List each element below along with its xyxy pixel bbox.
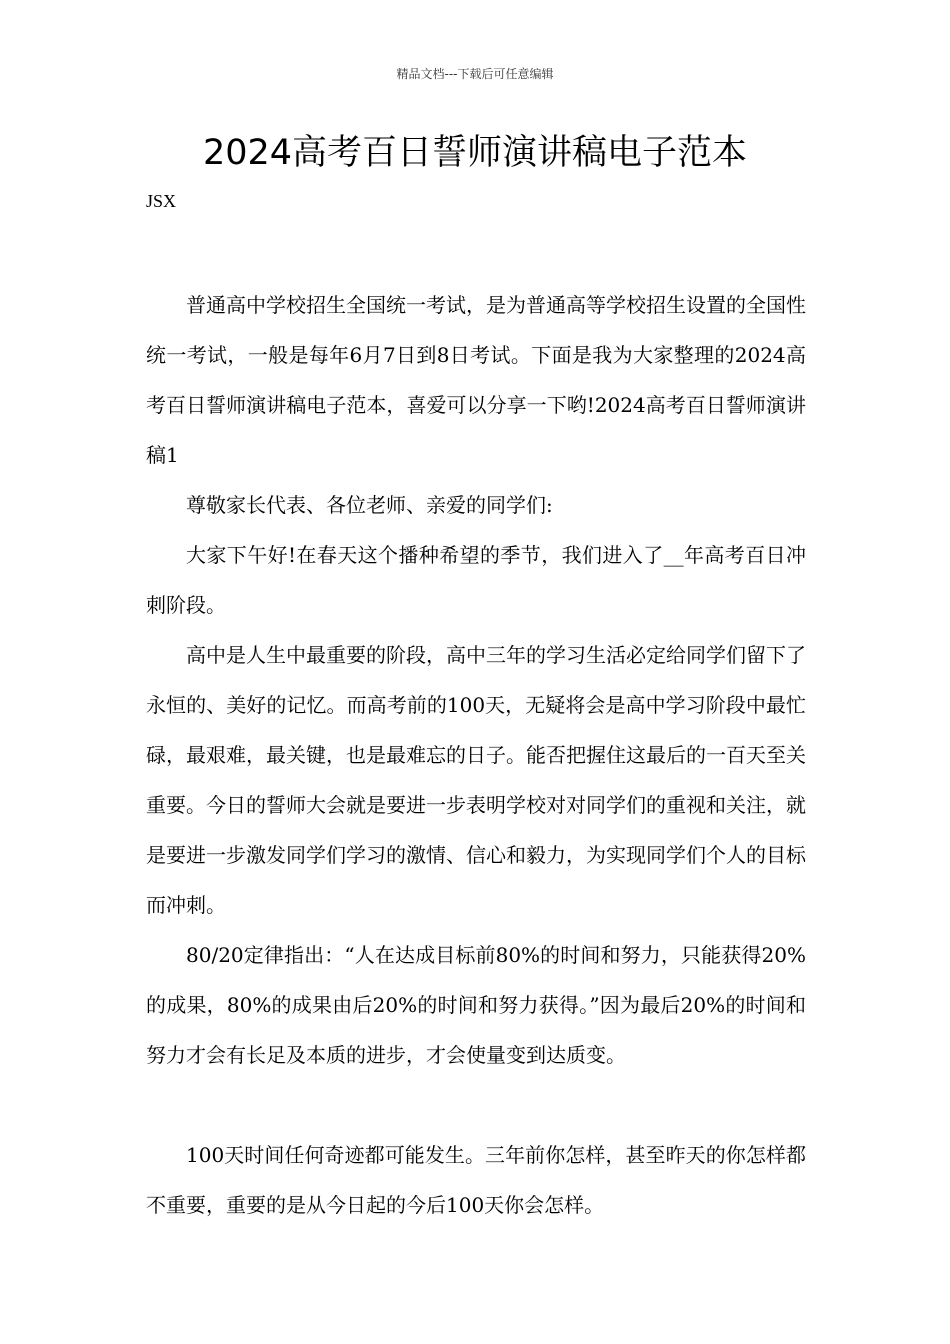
paragraph-100-days: 100天时间任何奇迹都可能发生。三年前你怎样，甚至昨天的你怎样都不重要，重要的是从今日起的今后100天你会怎样。 — [146, 1143, 806, 1217]
paragraph-greeting: 大家下午好!在春天这个播种希望的季节，我们进入了__年高考百日冲刺阶段。 — [146, 543, 806, 617]
document-title: 2024高考百日誓师演讲稿电子范本 — [202, 133, 748, 173]
paragraph-high-school: 高中是人生中最重要的阶段，高中三年的学习生活必定给同学们留下了永恒的、美好的记忆。而高考前的100天，无疑将会是高中学习阶段中最忙碌，最艰难，最关键，也是最难忘的日子。能否把握住这最后的一百天至关重要。今日的誓师大会就是要进一步表明学校对对同学们的重视和关注，就是要进一步激发同学们学习的激情、信心和毅力，为实现同学们个人的目标而冲刺。 — [146, 643, 806, 917]
paragraph-intro: 普通高中学校招生全国统一考试，是为普通高等学校招生设置的全国性统一考试，一般是每年6月7日到8日考试。下面是我为大家整理的2024高考百日誓师演讲稿电子范本，喜爱可以分享一下哟!2024高考百日誓师演讲稿1 — [146, 293, 806, 467]
page-header: 精品文档---下载后可任意编辑 — [396, 67, 554, 81]
paragraph-salutation: 尊敬家长代表、各位老师、亲爱的同学们: — [186, 493, 553, 517]
document-body — [146, 280, 806, 1230]
paragraph-80-20-rule: 80/20定律指出：“人在达成目标前80%的时间和努力，只能获得20%的成果，80%的成果由后20%的时间和努力获得。”因为最后20%的时间和努力才会有长足及本质的进步，才会使量变到达质变。 — [146, 943, 806, 1067]
document-author: JSX — [146, 191, 177, 211]
